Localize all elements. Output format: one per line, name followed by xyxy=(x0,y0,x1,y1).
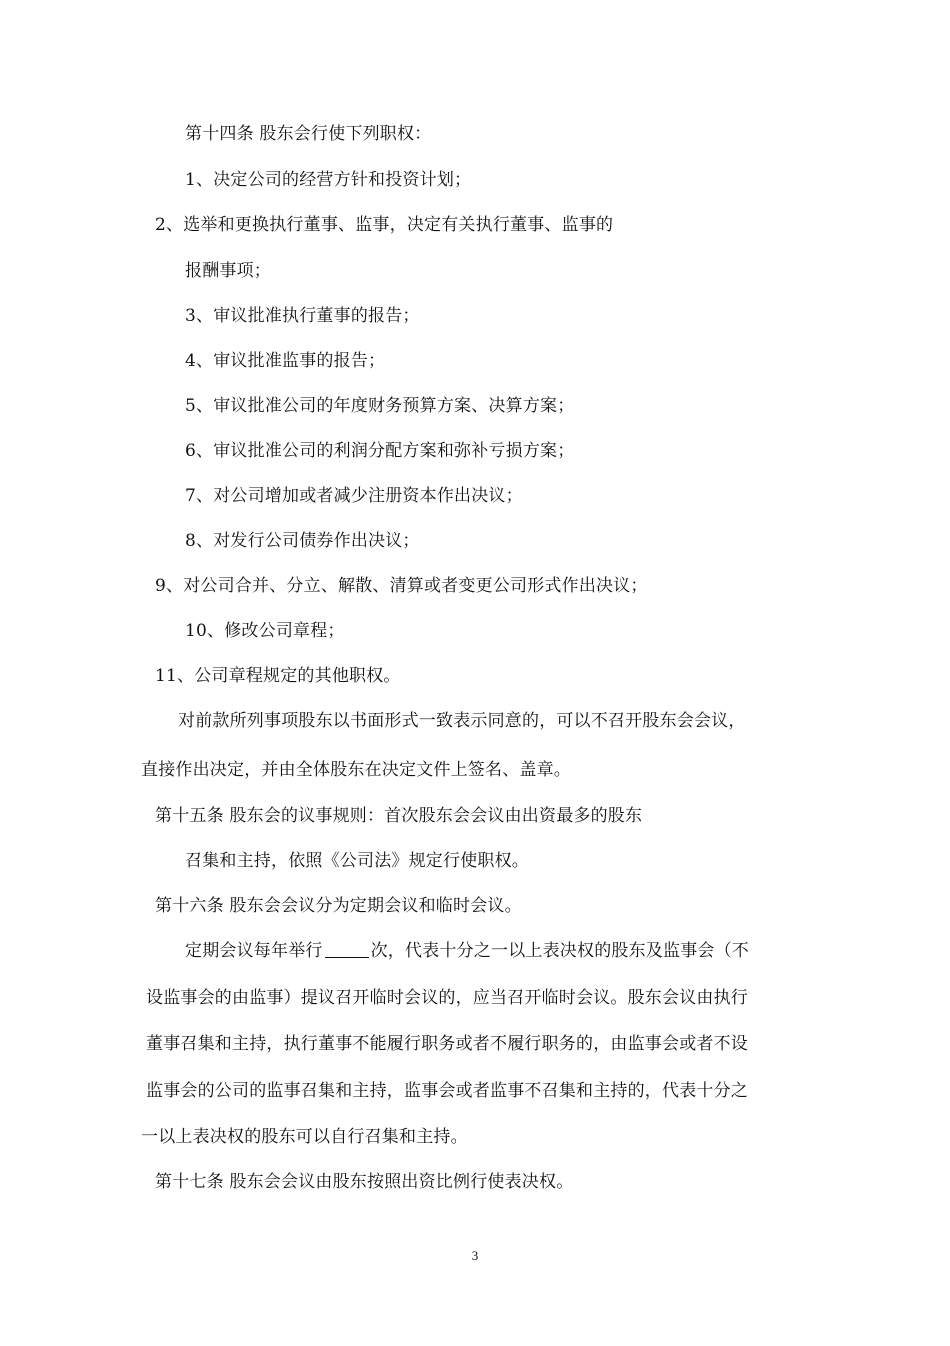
article-14-item-10: 10、修改公司章程； xyxy=(185,621,345,641)
written-consent-para-line2: 直接作出决定，并由全体股东在决定文件上签名、盖章。 xyxy=(141,760,571,780)
article-15-cont: 召集和主持，依照《公司法》规定行使职权。 xyxy=(185,851,529,871)
article-14-item-3: 3、审议批准执行董事的报告； xyxy=(185,306,420,326)
article-14-item-8: 8、对发行公司债券作出决议； xyxy=(185,531,420,551)
page-number: 3 xyxy=(471,1248,479,1263)
meeting-para-line4: 监事会的公司的监事召集和主持，监事会或者监事不召集和主持的，代表十分之 xyxy=(146,1081,748,1101)
meeting-para-line3: 董事召集和主持，执行董事不能履行职务或者不履行职务的，由监事会或者不设 xyxy=(146,1034,748,1054)
article-14-item-6: 6、审议批准公司的利润分配方案和弥补亏损方案； xyxy=(185,441,575,461)
meeting-para-line5: 一以上表决权的股东可以自行召集和主持。 xyxy=(141,1127,468,1147)
written-consent-para-line1: 对前款所列事项股东以书面形式一致表示同意的，可以不召开股东会会议， xyxy=(178,711,746,731)
article-14-item-2-cont: 报酬事项； xyxy=(185,261,271,281)
article-15-heading: 第十五条 股东会的议事规则：首次股东会会议由出资最多的股东 xyxy=(155,806,643,826)
meeting-para-line2: 设监事会的由监事）提议召开临时会议的，应当召开临时会议。股东会议由执行 xyxy=(146,988,748,1008)
article-14-item-11: 11、公司章程规定的其他职权。 xyxy=(155,666,401,686)
article-14-item-5: 5、审议批准公司的年度财务预算方案、决算方案； xyxy=(185,396,575,416)
article-14-item-2: 2、选举和更换执行董事、监事，决定有关执行董事、监事的 xyxy=(155,215,614,235)
article-14-item-9: 9、对公司合并、分立、解散、清算或者变更公司形式作出决议； xyxy=(155,576,648,596)
article-14-item-4: 4、审议批准监事的报告； xyxy=(185,351,386,371)
article-17-heading: 第十七条 股东会会议由股东按照出资比例行使表决权。 xyxy=(155,1172,574,1192)
meeting-para-line1-before: 定期会议每年举行 xyxy=(185,941,323,961)
meeting-para-line1-after: 次，代表十分之一以上表决权的股东及监事会（不 xyxy=(370,941,750,961)
meeting-para-line1 xyxy=(185,940,749,962)
meeting-count-blank xyxy=(325,941,369,958)
article-16-heading: 第十六条 股东会会议分为定期会议和临时会议。 xyxy=(155,896,522,916)
article-14-item-7: 7、对公司增加或者减少注册资本作出决议； xyxy=(185,486,523,506)
article-14-heading: 第十四条 股东会行使下列职权： xyxy=(185,124,432,144)
article-14-item-1: 1、决定公司的经营方针和投资计划； xyxy=(185,170,472,190)
